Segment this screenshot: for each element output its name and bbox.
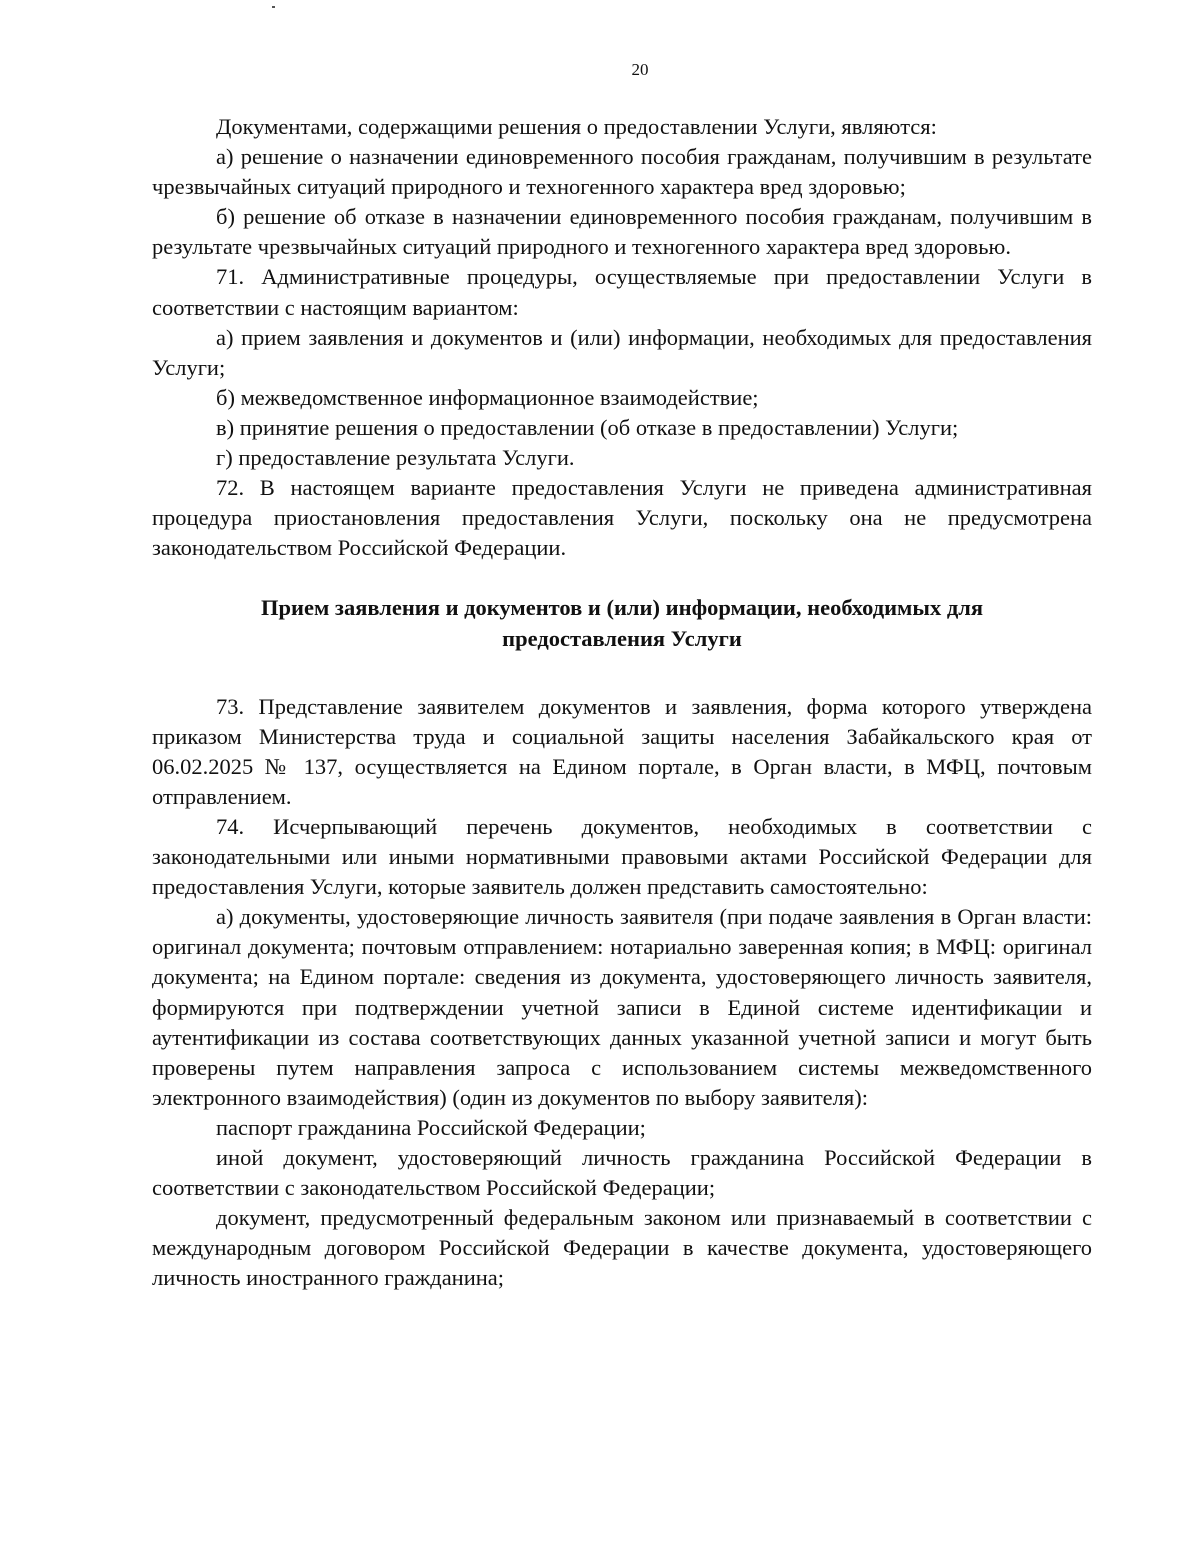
paragraph-74-item-a: а) документы, удостоверяющие личность заявителя (при подаче заявления в Орган власти: оригинал документа; почтовым отправлением: нотариально заверенная копия; в МФЦ: оригинал документа; на Едином портале: сведения из документа, удостоверяющего личность заявителя, формируются при подтверждении учетной записи в Единой системе идентификации и аутентификации из состава соответствующих данных указанной учетной записи и могут быть проверены путем направления запроса с использованием системы межведомственного электронного взаимодействия) (один из документов по выбору заявителя): [152,904,1092,1110]
paragraph-item-b-refusal: б) решение об отказе в назначении единовременного пособия гражданам, получившим в результате чрезвычайных ситуаций природного и техногенного характера вред здоровью. [152,204,1092,260]
section-heading-line-2: предоставления Услуги [502,625,742,651]
paragraph-71-item-v: в) принятие решения о предоставлении (об отказе в предоставлении) Услуги; [216,414,959,440]
section-heading [152,593,1092,653]
document-body [152,112,1092,1293]
paragraph-71-item-a: а) прием заявления и документов и (или) информации, необходимых для предоставления Услуги; [152,324,1092,380]
scan-speck [272,6,275,8]
paragraph-71-item-b: б) межведомственное информационное взаимодействие; [216,384,759,410]
paragraph-71-item-g: г) предоставление результата Услуги. [216,445,575,471]
paragraph-74: 74. Исчерпывающий перечень документов, необходимых в соответствии с законодательными или иными нормативными правовыми актами Российской Федерации для предоставления Услуги, которые заявитель должен представить самостоятельно: [152,813,1092,900]
paragraph-72: 72. В настоящем варианте предоставления Услуги не приведена административная процедура приостановления предоставления Услуги, поскольку она не предусмотрена законодательством Российской Федерации. [152,475,1092,561]
paragraph-71: 71. Административные процедуры, осуществляемые при предоставлении Услуги в соответствии с настоящим вариантом: [152,264,1092,320]
paragraph-73: 73. Представление заявителем документов и заявления, форма которого утверждена приказом Министерства труда и социальной защиты населения Забайкальского края от 06.02.2025 № 137, осуществляется на Едином портале, в Орган власти, в МФЦ, почтовым отправлением. [152,693,1092,809]
paragraph-item-a-decision: а) решение о назначении единовременного пособия гражданам, получившим в результате чрезвычайных ситуаций природного и техногенного характера вред здоровью; [152,144,1092,200]
paragraph-documents-intro: Документами, содержащими решения о предоставлении Услуги, являются: [216,114,937,139]
list-item-other-document: иной документ, удостоверяющий личность гражданина Российской Федерации в соответствии с законодательством Российской Федерации; [152,1145,1092,1201]
list-item-foreign-document: документ, предусмотренный федеральным законом или признаваемый в соответствии с международным договором Российской Федерации в качестве документа, удостоверяющего личность иностранного гражданина; [152,1205,1092,1291]
section-heading-line-1: Прием заявления и документов и (или) информации, необходимых для [261,595,983,621]
list-item-passport: паспорт гражданина Российской Федерации; [216,1114,646,1140]
page-number: 20 [631,60,649,79]
